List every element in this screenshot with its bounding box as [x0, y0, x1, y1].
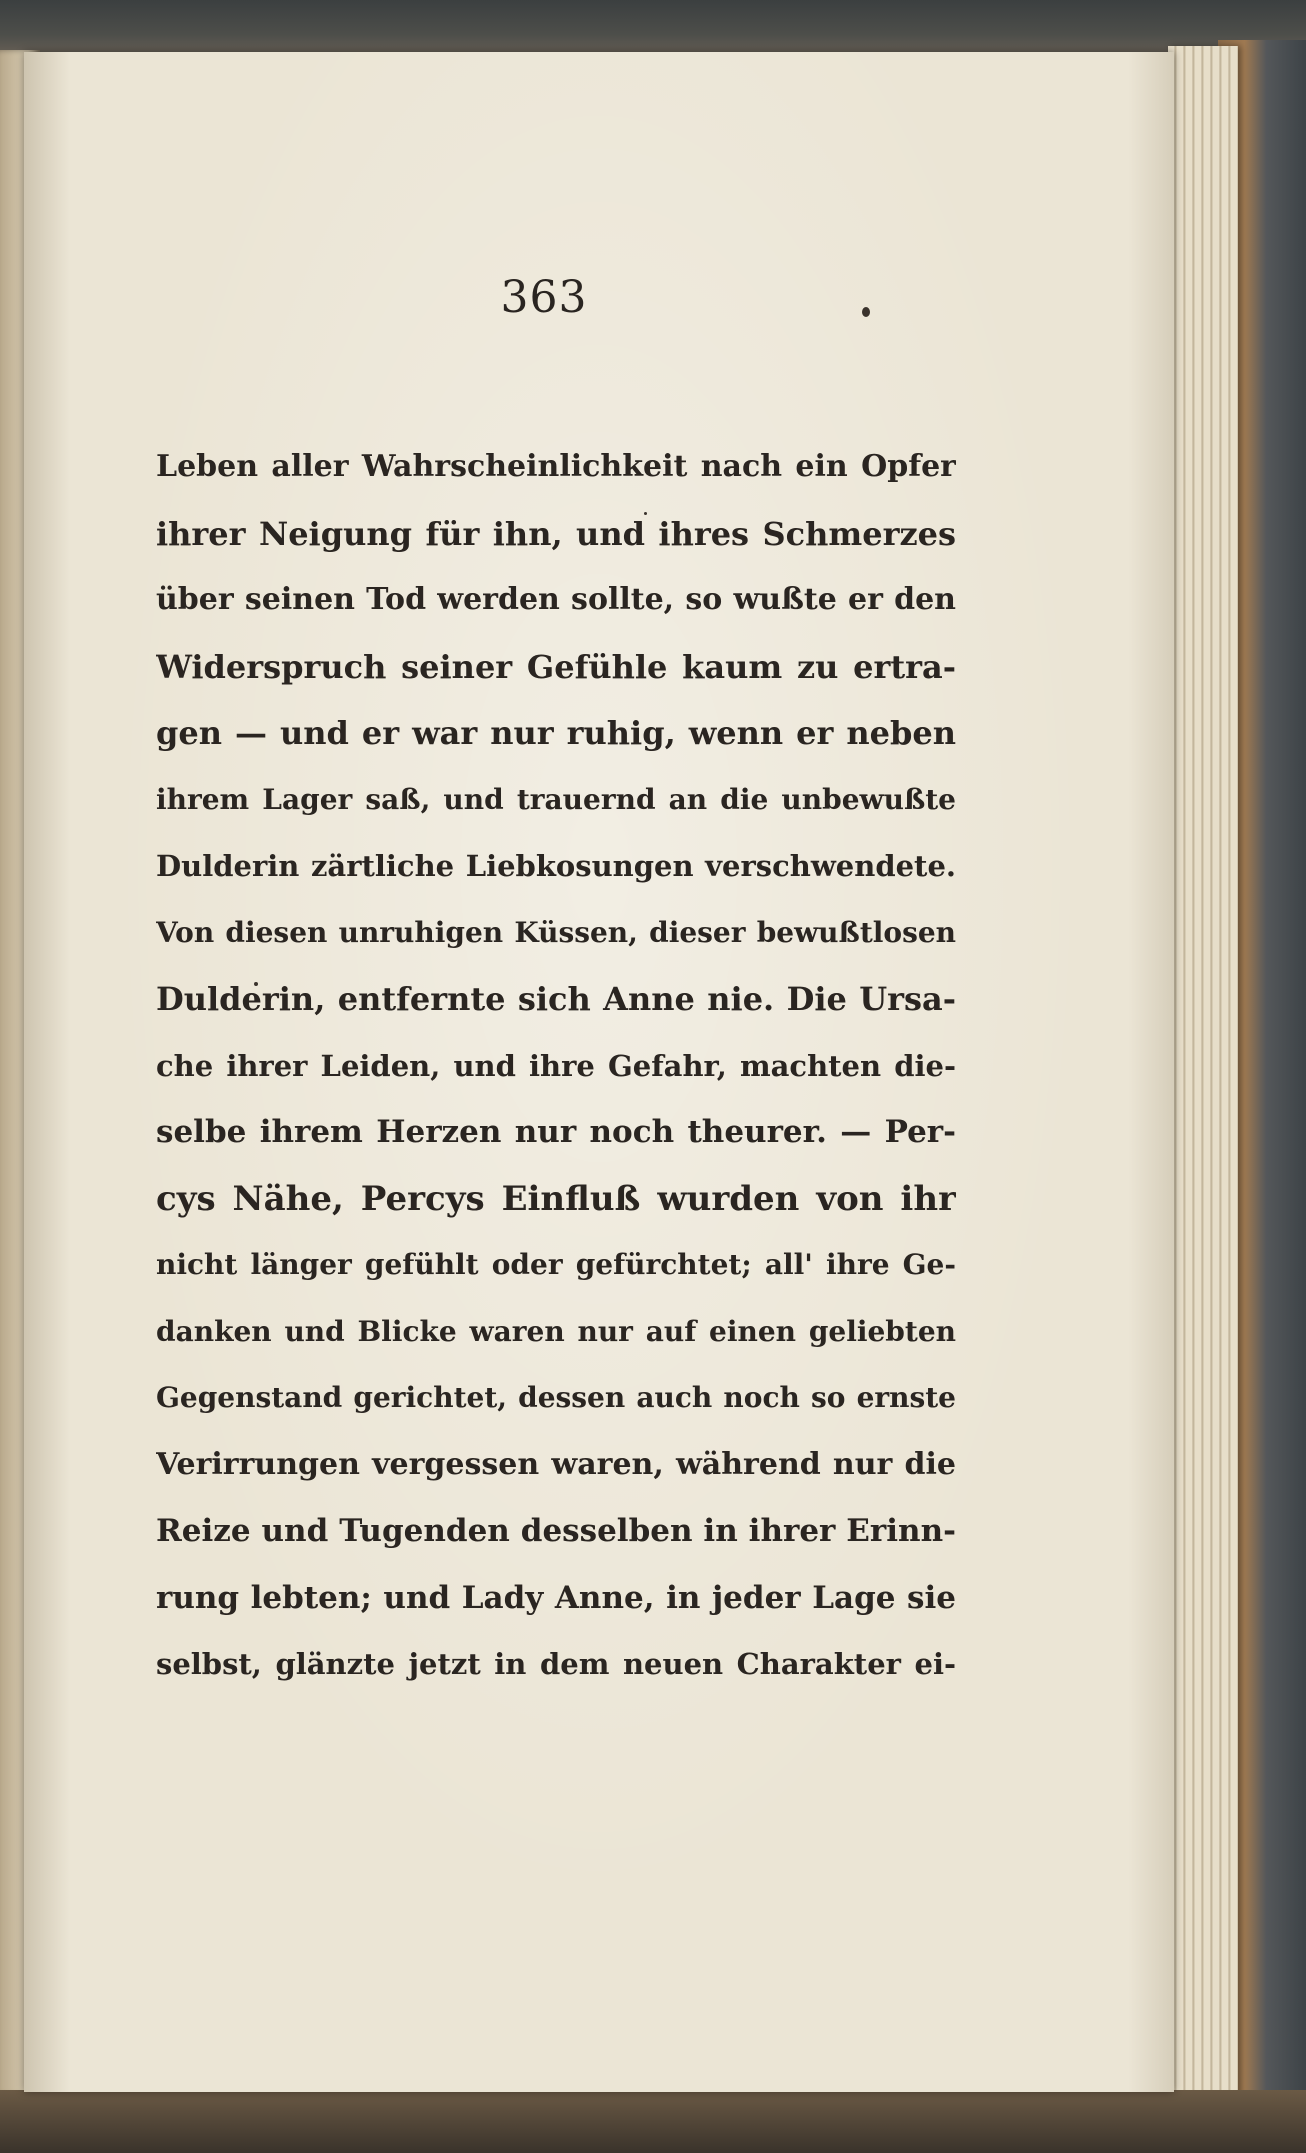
- text-line: Dulderin, entfernte sich Anne nie. Die Ursa-: [156, 980, 956, 1018]
- text-line: Leben aller Wahrscheinlichkeit nach ein Opfer: [156, 449, 956, 484]
- book-top-edge: [0, 0, 1306, 58]
- text-line: danken und Blicke waren nur auf einen geliebten: [156, 1314, 956, 1348]
- text-line: ihrem Lager saß, und trauernd an die unbewußte: [156, 782, 956, 816]
- text-line: rung lebten; und Lady Anne, in jeder Lage sie: [156, 1579, 956, 1616]
- book-page: [24, 52, 1174, 2092]
- page-number: 363: [500, 272, 588, 323]
- text-line: nicht länger gefühlt oder gefürchtet; all' ihre Ge-: [156, 1248, 956, 1281]
- text-line: cys Nähe, Percys Einfluß wurden von ihr: [156, 1178, 956, 1219]
- text-line: selbst, glänzte jetzt in dem neuen Charakter ei-: [156, 1647, 956, 1681]
- text-line: selbe ihrem Herzen nur noch theurer. — Per-: [156, 1114, 956, 1150]
- book-bottom-edge: [0, 2090, 1306, 2153]
- text-line: Dulderin zärtliche Liebkosungen verschwendete.: [156, 849, 956, 883]
- text-line: Von diesen unruhigen Küssen, dieser bewußtlosen: [156, 915, 956, 949]
- body-text: [156, 434, 956, 1698]
- text-line: Verirrungen vergessen waren, während nur die: [156, 1446, 956, 1482]
- text-line: gen — und er war nur ruhig, wenn er neben: [156, 714, 956, 752]
- text-line: Gegenstand gerichtet, dessen auch noch so ernste: [156, 1381, 956, 1414]
- page-stack-edge: [1168, 46, 1238, 2096]
- text-line: Reize und Tugenden desselben in ihrer Erinn-: [156, 1513, 956, 1549]
- ink-speck: [862, 307, 870, 317]
- text-line: che ihrer Leiden, und ihre Gefahr, machten die-: [156, 1048, 956, 1083]
- text-line: Widerspruch seiner Gefühle kaum zu ertra-: [156, 647, 956, 686]
- text-line: ihrer Neigung für ihn, und ihres Schmerzes: [156, 514, 956, 553]
- text-line: über seinen Tod werden sollte, so wußte er den: [156, 582, 956, 617]
